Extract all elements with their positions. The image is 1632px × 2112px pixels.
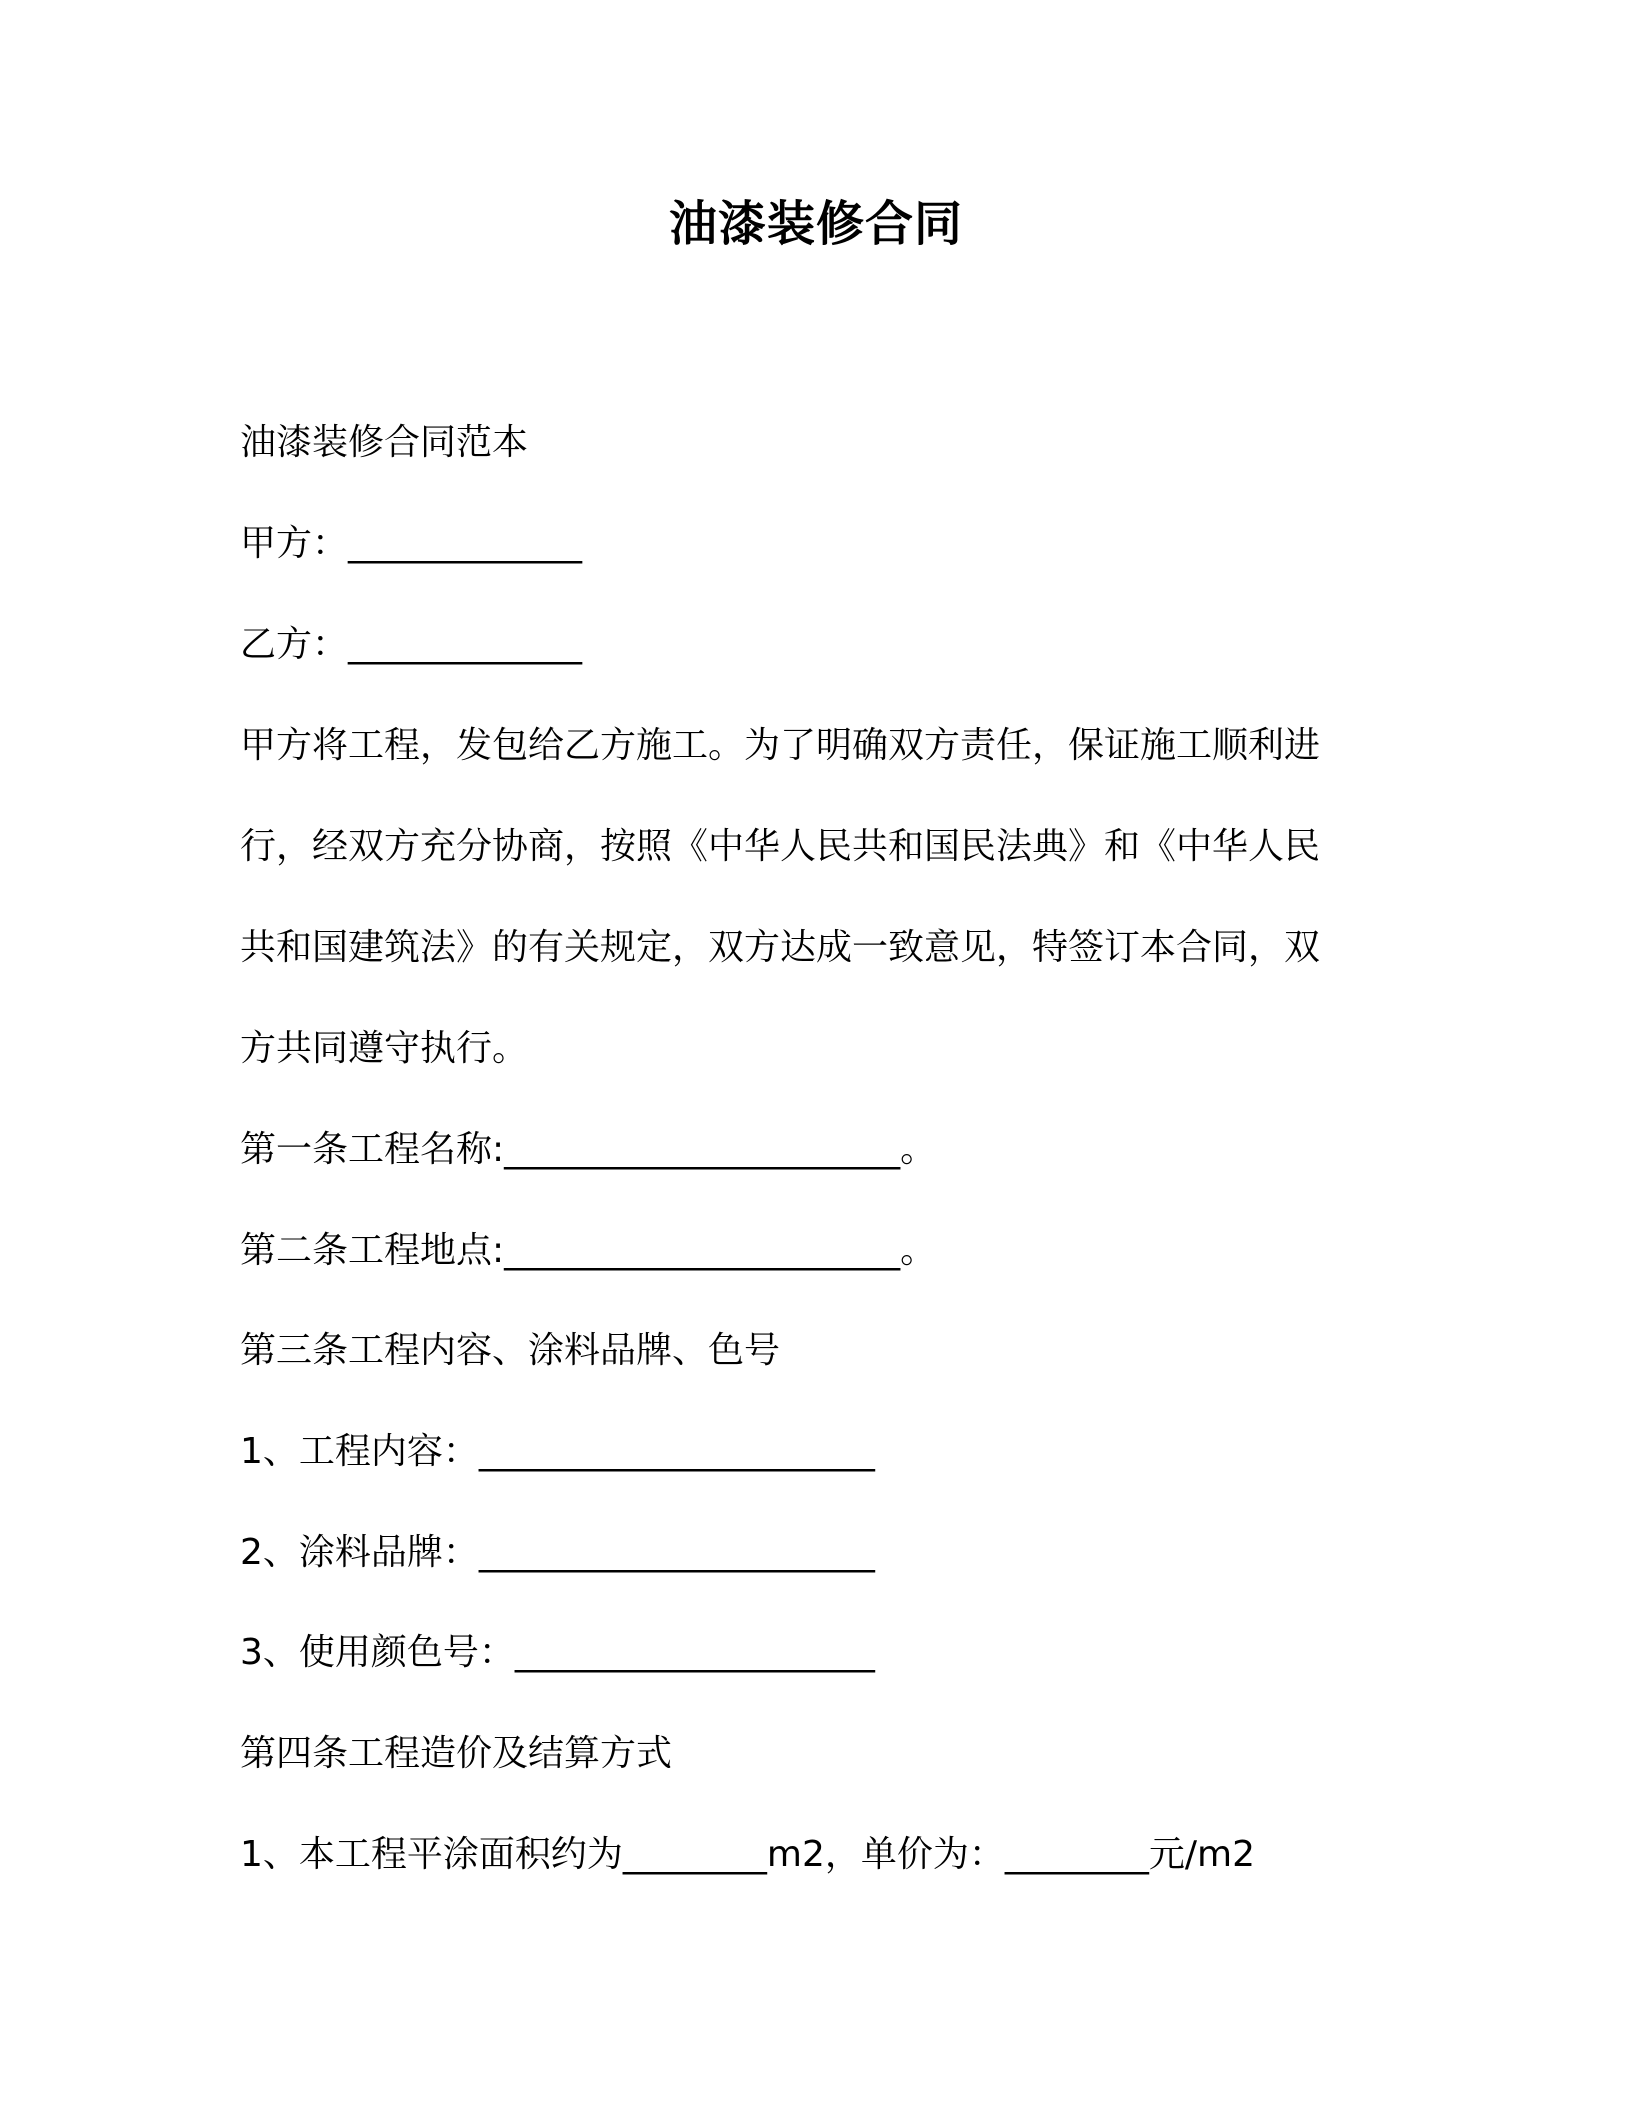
article-4-heading: 第四条工程造价及结算方式 (240, 1733, 673, 1774)
intro-line: 共和国建筑法》的有关规定，双方达成一致意见，特签订本合同，双 (240, 927, 1321, 968)
article-1-project-name: 第一条工程名称:______________________。 (240, 1129, 937, 1170)
intro-line: 甲方将工程，发包给乙方施工。为了明确双方责任，保证施工顺利进 (240, 725, 1321, 766)
article-4-item-area-price: 1、本工程平涂面积约为________m2，单价为：________元/m2 (240, 1834, 1255, 1875)
article-3-item-content: 1、工程内容：______________________ (240, 1431, 875, 1472)
intro-line: 行，经双方充分协商，按照《中华人民共和国民法典》和《中华人民 (240, 826, 1321, 867)
intro-paragraph (240, 695, 1360, 1099)
intro-line: 方共同遵守执行。 (240, 1028, 529, 1069)
party-a-line: 甲方：_____________ (240, 523, 583, 564)
article-3-item-brand: 2、涂料品牌：______________________ (240, 1532, 875, 1573)
party-b-line: 乙方：_____________ (240, 624, 583, 665)
article-2-project-location: 第二条工程地点:______________________。 (240, 1230, 937, 1271)
article-3-item-color: 3、使用颜色号：____________________ (240, 1632, 875, 1673)
article-3-heading: 第三条工程内容、涂料品牌、色号 (240, 1330, 781, 1371)
document-subtitle: 油漆装修合同范本 (240, 422, 529, 463)
document-title: 油漆装修合同 (668, 196, 963, 252)
